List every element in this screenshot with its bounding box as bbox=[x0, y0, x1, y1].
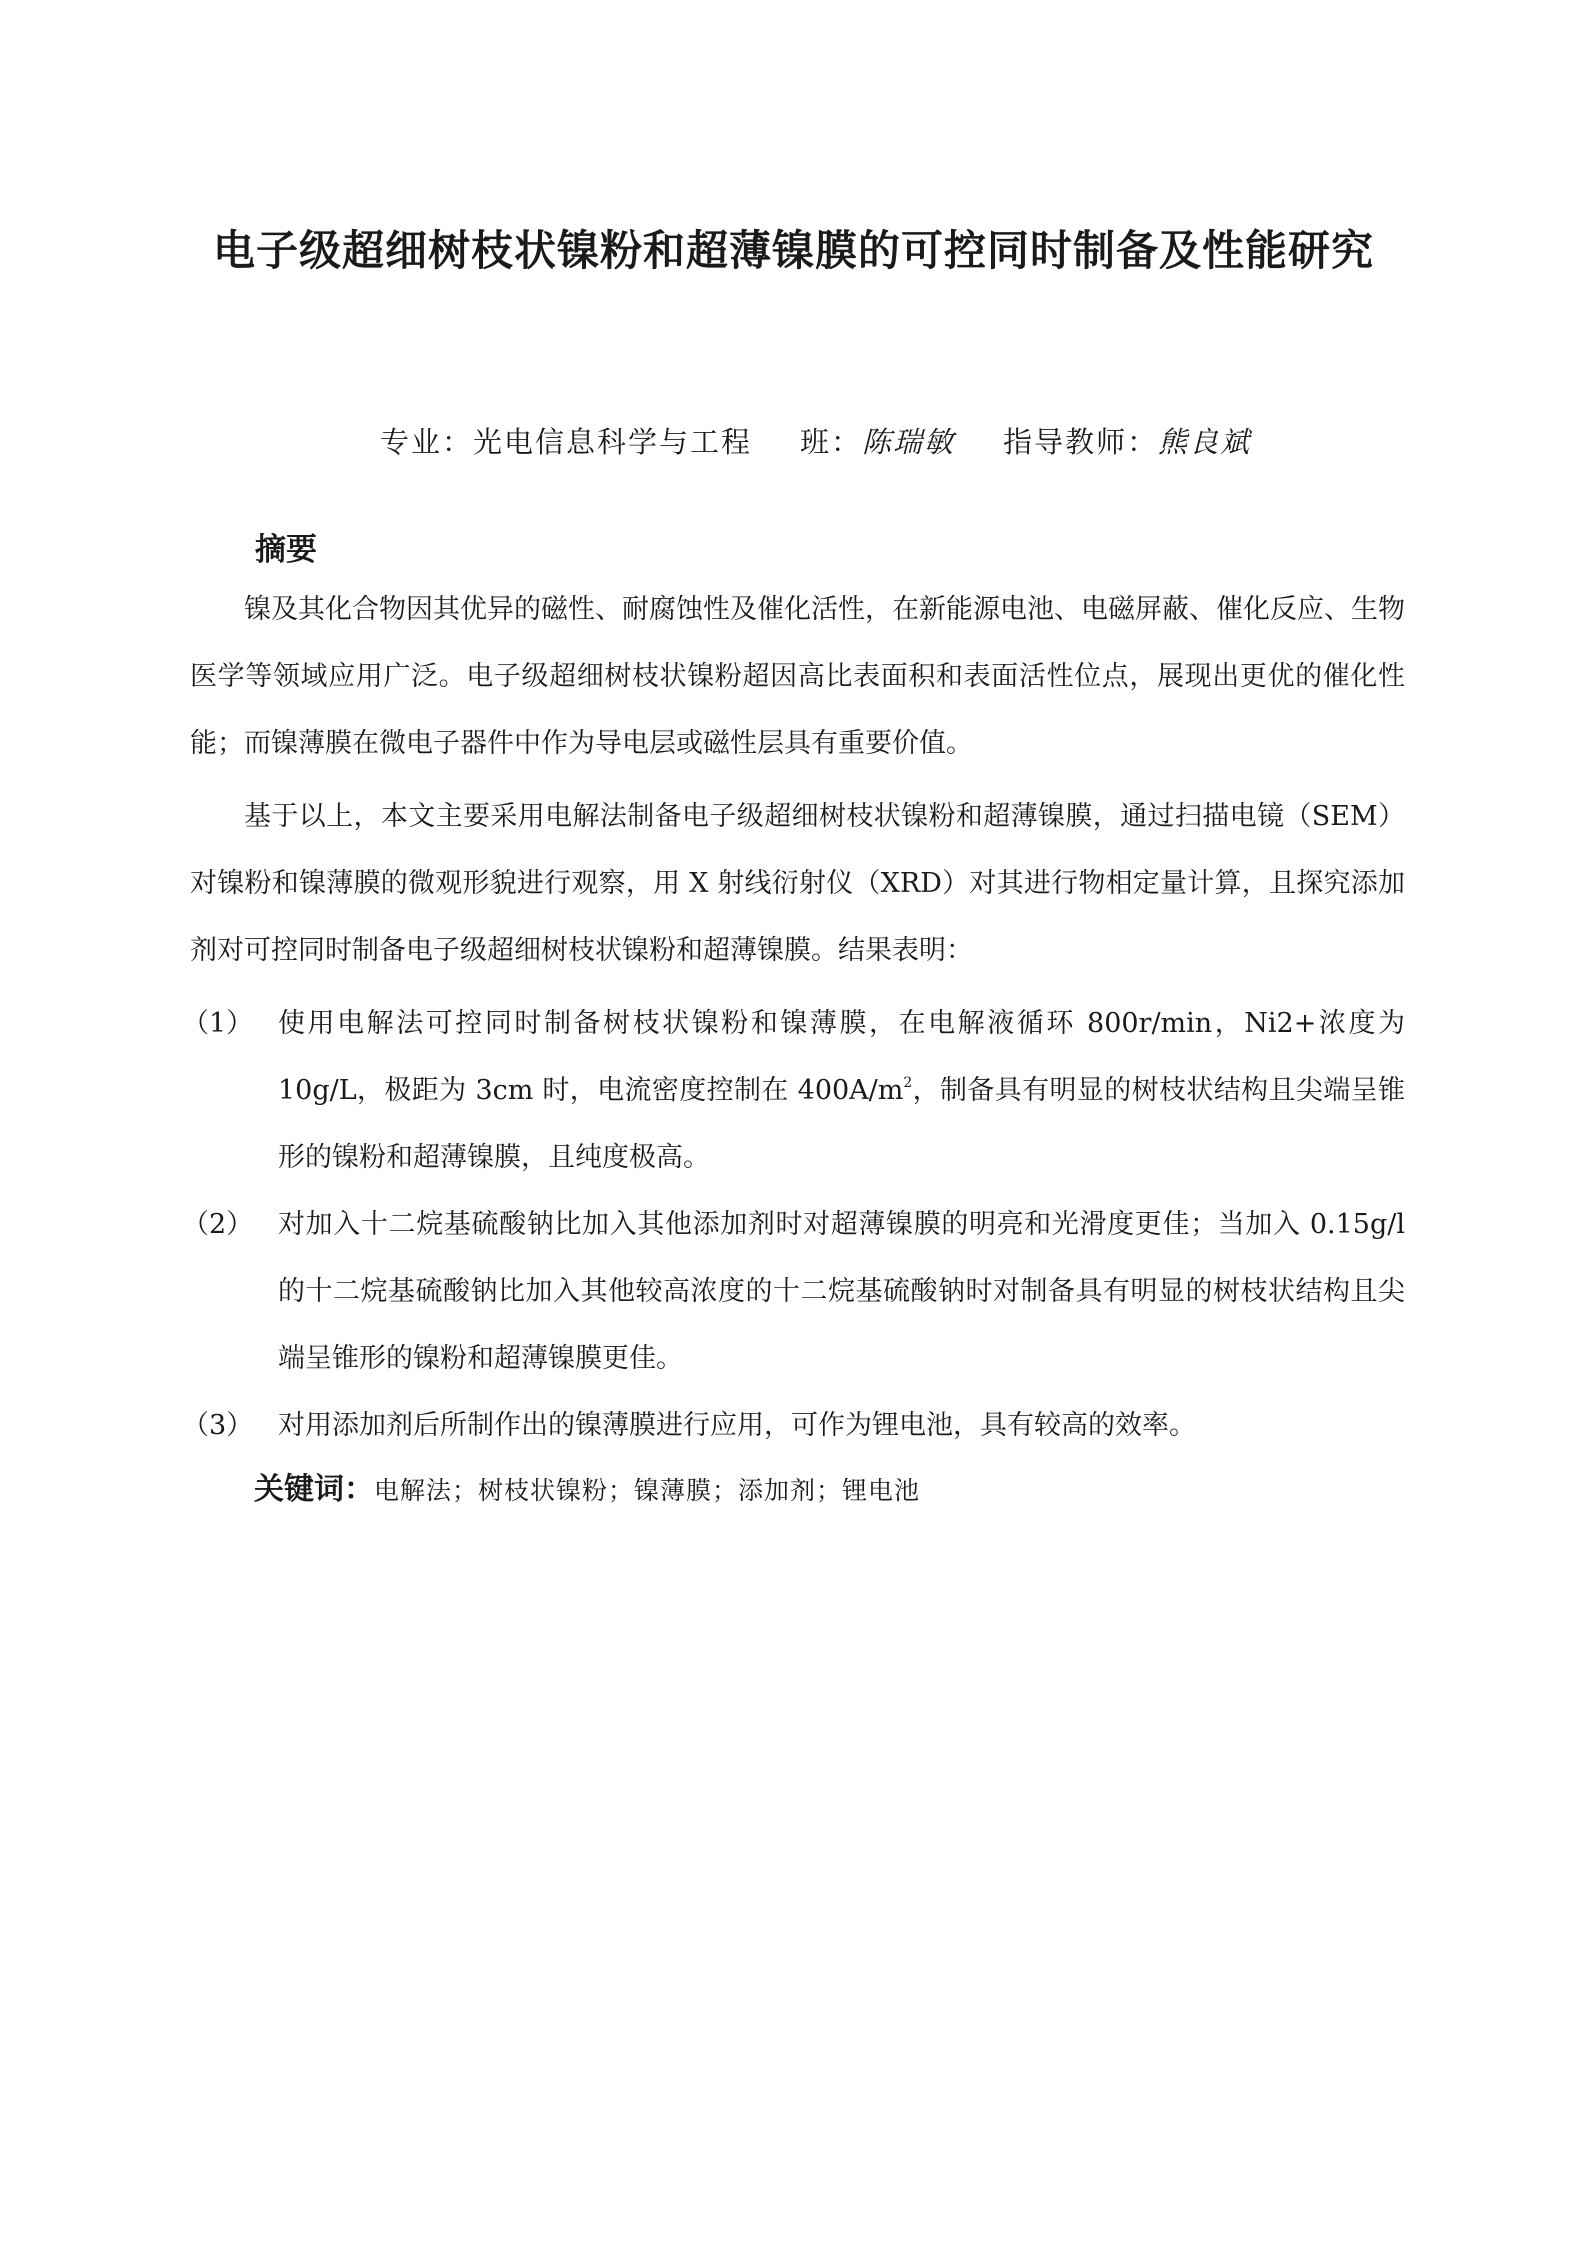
result-item-2 bbox=[182, 1191, 1405, 1392]
abstract-paragraph-1: 镍及其化合物因其优异的磁性、耐腐蚀性及催化活性，在新能源电池、电磁屏蔽、催化反应、生物医学等领域应用广泛。电子级超细树枝状镍粉超因高比表面积和表面活性位点，展现出更优的催化性能；而镍薄膜在微电子器件中作为导电层或磁性层具有重要价值。 bbox=[190, 594, 1405, 759]
result-item-number: （2） bbox=[182, 1209, 254, 1240]
result-item-3 bbox=[182, 1392, 1405, 1459]
major-label: 专业： bbox=[380, 425, 474, 459]
paper-title: 电子级超细树枝状镍粉和超薄镍膜的可控同时制备及性能研究 bbox=[212, 226, 1374, 275]
keywords-value: 电解法；树枝状镍粉；镍薄膜；添加剂；锂电池 bbox=[374, 1476, 921, 1505]
advisor-label: 指导教师： bbox=[1003, 425, 1159, 459]
abstract-body bbox=[182, 576, 1405, 1516]
advisor-value: 熊良斌 bbox=[1158, 425, 1252, 459]
major-value: 光电信息科学与工程 bbox=[473, 425, 753, 459]
class-label: 班： bbox=[800, 425, 863, 459]
result-item-number: （1） bbox=[182, 1008, 254, 1039]
result-item-number: （3） bbox=[182, 1410, 254, 1441]
result-item-text bbox=[278, 990, 1405, 1191]
result-item-1 bbox=[182, 990, 1405, 1191]
superscript: 2 bbox=[903, 1075, 913, 1091]
author-info bbox=[380, 420, 1380, 461]
result-item-text: 对用添加剂后所制作出的镍薄膜进行应用，可作为锂电池，具有较高的效率。 bbox=[278, 1410, 1196, 1441]
abstract-heading: 摘要 bbox=[255, 532, 317, 568]
result-item-text-part: ，制备具有明显的树枝状结构且尖端呈锥形的镍粉和超薄镍膜，且纯度极高。 bbox=[278, 1075, 1405, 1173]
class-value: 陈瑞敏 bbox=[862, 425, 956, 459]
result-item-text: 对加入十二烷基硫酸钠比加入其他添加剂时对超薄镍膜的明亮和光滑度更佳；当加入 0.15g/l 的十二烷基硫酸钠比加入其他较高浓度的十二烷基硫酸钠时对制备具有明显的树枝状结构且尖端呈锥形的镍粉和超薄镍膜更佳。 bbox=[278, 1209, 1405, 1374]
abstract-paragraph-2: 基于以上，本文主要采用电解法制备电子级超细树枝状镍粉和超薄镍膜，通过扫描电镜（SEM）对镍粉和镍薄膜的微观形貌进行观察，用 X 射线衍射仪（XRD）对其进行物相定量计算，且探究添加剂对可控同时制备电子级超细树枝状镍粉和超薄镍膜。结果表明： bbox=[190, 801, 1405, 966]
keywords bbox=[254, 1465, 1405, 1516]
result-item-text-part: 使用电解法可控同时制备树枝状镍粉和镍薄膜，在电解液循环 800r/min，Ni2+浓度为 10g/L，极距为 3cm 时，电流密度控制在 400A/m bbox=[278, 1008, 1405, 1106]
keywords-label: 关键词： bbox=[254, 1472, 374, 1507]
